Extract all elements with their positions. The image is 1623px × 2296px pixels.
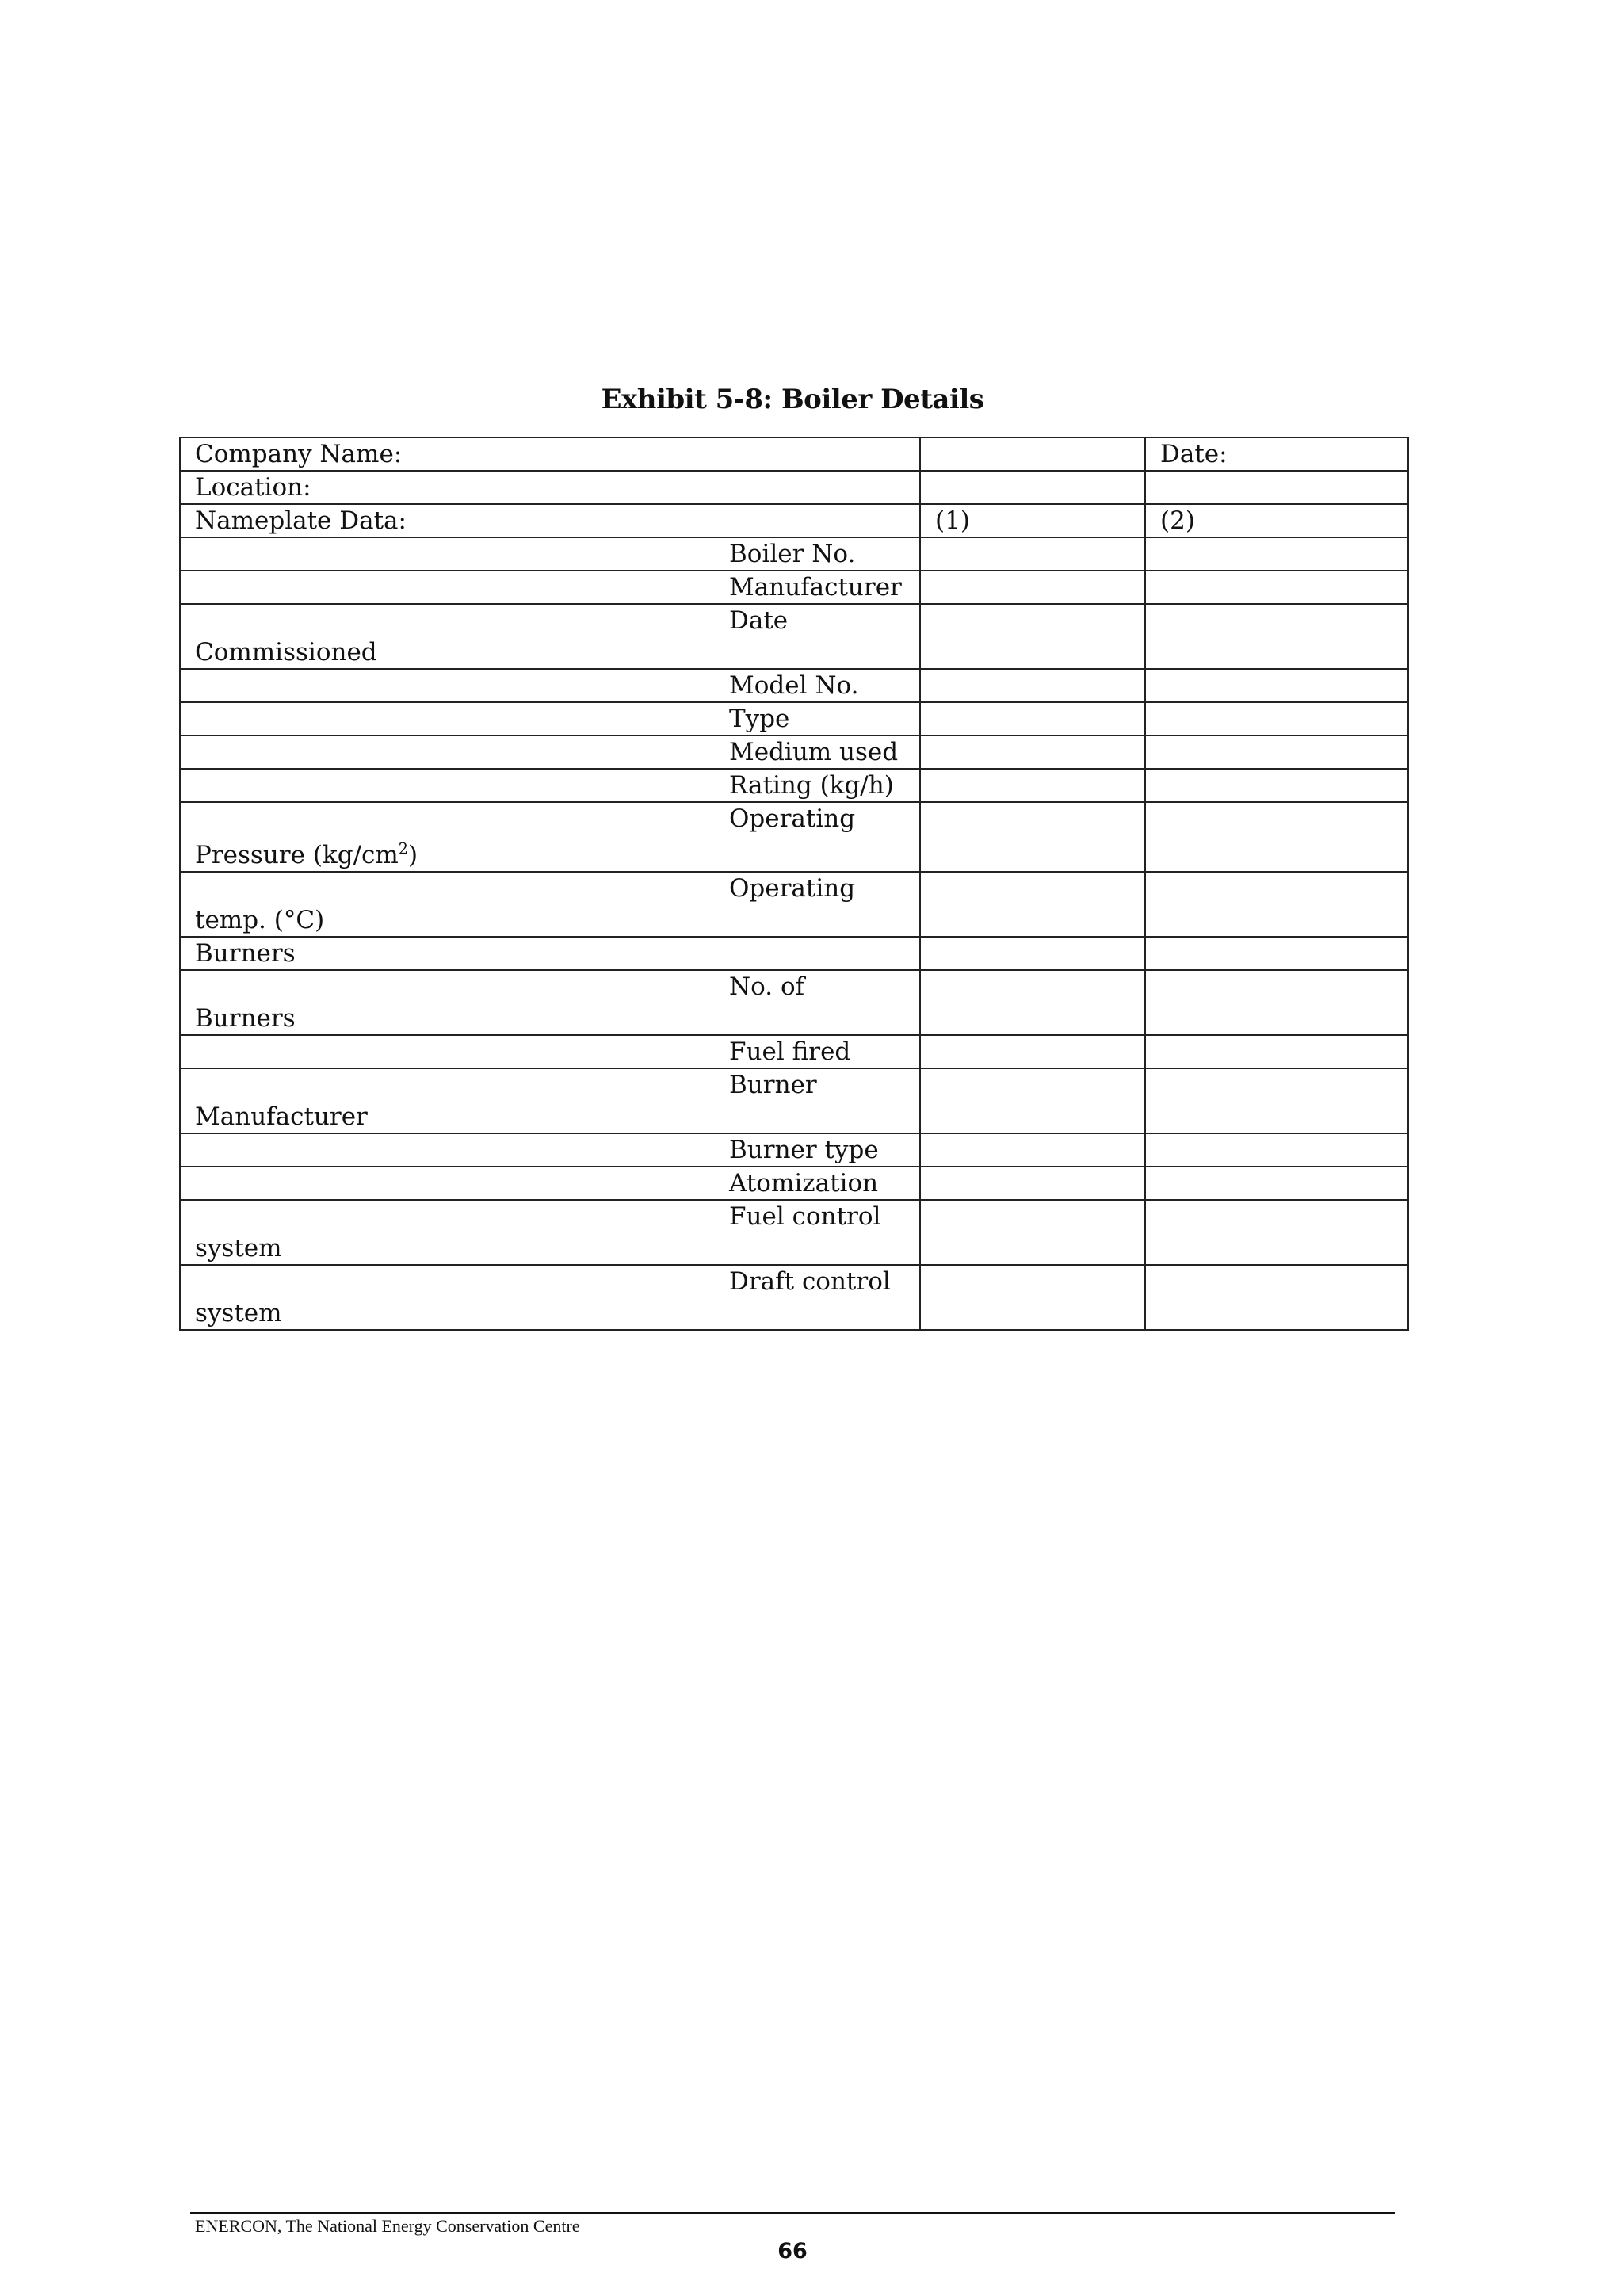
location-field-2[interactable]: [1145, 471, 1408, 504]
date-commissioned-field-2[interactable]: [1145, 604, 1408, 669]
atomization-field-1[interactable]: [920, 1167, 1145, 1200]
fuel-control-label-top: Fuel control: [729, 1202, 881, 1231]
medium-used-label: Medium used: [729, 738, 899, 766]
table-row: [180, 802, 1408, 872]
exhibit-title: Exhibit 5-8: Boiler Details: [601, 384, 984, 415]
model-no-label: Model No.: [729, 671, 859, 700]
medium-used-field-1[interactable]: [920, 735, 1145, 769]
date-commissioned-label-bottom: Commissioned: [195, 638, 377, 667]
fuel-fired-label: Fuel fired: [729, 1037, 851, 1066]
type-label: Type: [729, 705, 790, 733]
table-row: [180, 669, 1408, 702]
rating-field-1[interactable]: [920, 769, 1145, 802]
fuel-control-label-bottom: system: [195, 1234, 282, 1263]
page-number: 66: [777, 2239, 808, 2264]
operating-pressure-label-top: Operating: [729, 804, 856, 833]
burner-manufacturer-label-bottom: Manufacturer: [195, 1102, 368, 1131]
burner-type-field-2[interactable]: [1145, 1133, 1408, 1167]
no-of-burners-field-1[interactable]: [920, 970, 1145, 1035]
no-of-burners-label-top: No. of: [729, 972, 805, 1001]
column-1-header: (1): [920, 504, 1145, 537]
nameplate-data-label: Nameplate Data:: [180, 504, 920, 537]
table-row: [180, 872, 1408, 937]
type-field-2[interactable]: [1145, 702, 1408, 735]
burners-section-label: Burners: [180, 937, 920, 970]
burner-type-field-1[interactable]: [920, 1133, 1145, 1167]
no-of-burners-label-bottom: Burners: [195, 1004, 296, 1033]
fuel-control-field-2[interactable]: [1145, 1200, 1408, 1265]
fuel-control-field-1[interactable]: [920, 1200, 1145, 1265]
date-label: Date:: [1145, 437, 1408, 471]
location-label: Location:: [180, 471, 920, 504]
boiler-no-label: Boiler No.: [729, 540, 856, 568]
rating-label: Rating (kg/h): [729, 771, 894, 800]
burner-manufacturer-field-1[interactable]: [920, 1068, 1145, 1133]
boiler-no-field-1[interactable]: [920, 537, 1145, 571]
no-of-burners-field-2[interactable]: [1145, 970, 1408, 1035]
location-field[interactable]: [920, 471, 1145, 504]
operating-temp-label-bottom: temp. (°C): [195, 906, 325, 934]
boiler-details-table: [179, 437, 1409, 1331]
atomization-field-2[interactable]: [1145, 1167, 1408, 1200]
manufacturer-field-2[interactable]: [1145, 571, 1408, 604]
table-row: [180, 537, 1408, 571]
operating-temp-field-2[interactable]: [1145, 872, 1408, 937]
company-name-field[interactable]: [920, 437, 1145, 471]
boiler-no-field-2[interactable]: [1145, 537, 1408, 571]
table-row: [180, 1068, 1408, 1133]
operating-temp-field-1[interactable]: [920, 872, 1145, 937]
table-row: [180, 1133, 1408, 1167]
operating-pressure-field-2[interactable]: [1145, 802, 1408, 872]
fuel-fired-field-2[interactable]: [1145, 1035, 1408, 1068]
burners-section-field-2[interactable]: [1145, 937, 1408, 970]
draft-control-field-2[interactable]: [1145, 1265, 1408, 1330]
table-row: [180, 1035, 1408, 1068]
table-row: [180, 1265, 1408, 1330]
table-row: [180, 937, 1408, 970]
atomization-label: Atomization: [729, 1169, 879, 1198]
table-row-location: [180, 471, 1408, 504]
table-row: [180, 735, 1408, 769]
manufacturer-label: Manufacturer: [729, 573, 902, 602]
draft-control-label-top: Draft control: [729, 1267, 891, 1296]
operating-pressure-label-bottom: Pressure $(kg/cm^2)$: [195, 839, 418, 869]
table-row: [180, 604, 1408, 669]
draft-control-label-bottom: system: [195, 1299, 282, 1328]
burner-type-label: Burner type: [729, 1136, 879, 1164]
table-row: [180, 702, 1408, 735]
manufacturer-field-1[interactable]: [920, 571, 1145, 604]
medium-used-field-2[interactable]: [1145, 735, 1408, 769]
company-name-label: Company Name:: [180, 437, 920, 471]
table-row: [180, 1167, 1408, 1200]
rating-field-2[interactable]: [1145, 769, 1408, 802]
model-no-field-1[interactable]: [920, 669, 1145, 702]
burner-manufacturer-label-top: Burner: [729, 1071, 817, 1099]
burners-section-field-1[interactable]: [920, 937, 1145, 970]
footer-organization: ENERCON, The National Energy Conservation Centre: [195, 2216, 580, 2236]
table-row: [180, 1200, 1408, 1265]
type-field-1[interactable]: [920, 702, 1145, 735]
date-commissioned-field-1[interactable]: [920, 604, 1145, 669]
operating-pressure-field-1[interactable]: [920, 802, 1145, 872]
burner-manufacturer-field-2[interactable]: [1145, 1068, 1408, 1133]
table-row: [180, 970, 1408, 1035]
table-row: [180, 769, 1408, 802]
model-no-field-2[interactable]: [1145, 669, 1408, 702]
operating-temp-label-top: Operating: [729, 874, 856, 903]
column-2-header: (2): [1145, 504, 1408, 537]
table-row: [180, 571, 1408, 604]
table-row-company: [180, 437, 1408, 471]
draft-control-field-1[interactable]: [920, 1265, 1145, 1330]
date-commissioned-label-top: Date: [729, 606, 789, 635]
footer-divider: [190, 2212, 1395, 2214]
table-row-nameplate: [180, 504, 1408, 537]
fuel-fired-field-1[interactable]: [920, 1035, 1145, 1068]
